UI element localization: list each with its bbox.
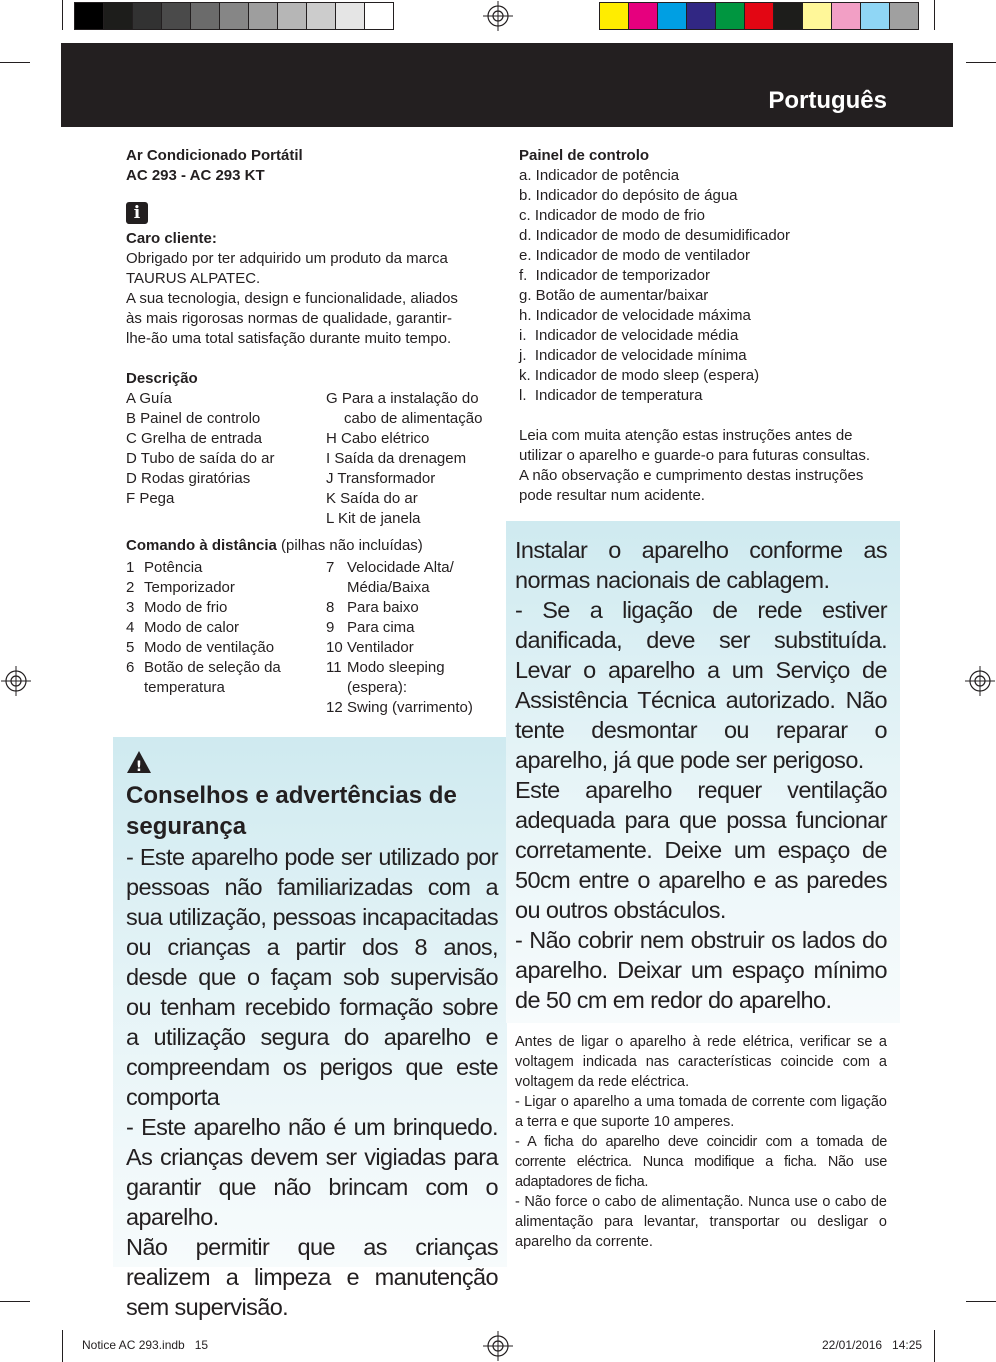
- crop-mark: [62, 1330, 63, 1362]
- electrical-paragraph: - Não force o cabo de alimentação. Nunca use o cabo de alimentação para levantar, transportar ou desligar o aparelho da corrente.: [515, 1194, 887, 1250]
- list-item: 8 Para baixo: [326, 599, 419, 616]
- install-paragraph: - Não cobrir nem obstruir os lados do aparelho. Deixar um espaço mínimo de 50 cm em redor do aparelho.: [515, 927, 887, 1013]
- color-swatch: [628, 2, 658, 30]
- crop-mark: [934, 1330, 935, 1362]
- color-swatch: [161, 2, 191, 30]
- list-item: c. Indicador de modo de frio: [519, 207, 705, 224]
- color-swatch: [335, 2, 365, 30]
- footer-date: 22/01/2016 14:25: [822, 1338, 923, 1352]
- list-item: b. Indicador do depósito de água: [519, 187, 738, 204]
- description-list-left: [126, 389, 326, 509]
- color-swatch: [599, 2, 629, 30]
- info-icon: i: [126, 202, 148, 224]
- list-item: 11 Modo sleeping: [326, 659, 445, 676]
- install-paragraph: Instalar o aparelho conforme as normas nacionais de cablagem.: [515, 537, 887, 593]
- intro-greeting: Caro cliente:: [126, 230, 217, 247]
- list-item: g. Botão de aumentar/baixar: [519, 287, 709, 304]
- crop-mark: [0, 62, 30, 63]
- color-swatch: [364, 2, 394, 30]
- list-item: D Tubo de saída do ar: [126, 450, 275, 467]
- color-swatch: [831, 2, 861, 30]
- electrical-paragraph: Antes de ligar o aparelho à rede elétrica, verificar se a voltagem indicada nas características coincide com a voltagem da rede eléctrica.: [515, 1034, 887, 1090]
- color-swatch: [74, 2, 104, 30]
- color-swatch: [219, 2, 249, 30]
- list-item: 7 Velocidade Alta/: [326, 559, 454, 576]
- install-paragraph: - Se a ligação de rede estiver danificada, deve ser substituída. Levar o aparelho a um Serviço de Assistência Técnica autorizado. Não tente desmontar ou reparar o aparelho, já que pode ser perigoso.: [515, 597, 887, 773]
- description-list-right: [326, 389, 506, 529]
- warning-icon: [126, 750, 152, 774]
- product-model: AC 293 - AC 293 KT: [126, 167, 265, 184]
- intro-line: A sua tecnologia, design e funcionalidade, aliados: [126, 290, 458, 307]
- registration-mark-icon: [965, 666, 995, 696]
- list-item: Média/Baixa: [347, 579, 430, 596]
- control-panel-title: Painel de controlo: [519, 147, 650, 164]
- install-section: [515, 535, 887, 1015]
- safety-section: [126, 780, 498, 1322]
- intro-line: lhe-ão uma total satisfação durante muito tempo.: [126, 330, 452, 347]
- electrical-paragraph: - A ficha do aparelho deve coincidir com a tomada de corrente eléctrica. Nunca modifique a ficha. Não use adaptadores de ficha.: [515, 1134, 887, 1190]
- svg-text:!: !: [135, 759, 143, 774]
- list-item: 12 Swing (varrimento): [326, 699, 473, 716]
- color-swatch: [248, 2, 278, 30]
- registration-mark-icon: [483, 1331, 513, 1361]
- list-item: K Saída do ar: [326, 490, 418, 507]
- crop-mark: [0, 1301, 30, 1302]
- list-item: A Guía: [126, 390, 172, 407]
- remote-list-right: [326, 558, 506, 718]
- color-swatch: [657, 2, 687, 30]
- remote-title: Comando à distância: [126, 537, 277, 554]
- list-item: h. Indicador de velocidade máxima: [519, 307, 751, 324]
- color-swatch: [132, 2, 162, 30]
- intro-section: [126, 229, 501, 349]
- safety-paragraph: Não permitir que as crianças realizem a limpeza e manutenção sem supervisão.: [126, 1234, 498, 1320]
- crop-mark: [966, 1301, 996, 1302]
- list-item: H Cabo elétrico: [326, 430, 430, 447]
- registration-mark-icon: [483, 1, 513, 31]
- list-item: J Transformador: [326, 470, 436, 487]
- remote-note: (pilhas não incluídas): [276, 537, 423, 554]
- list-item: 1 Potência: [126, 559, 203, 576]
- color-swatch: [686, 2, 716, 30]
- list-item: 9 Para cima: [326, 619, 415, 636]
- list-item: cabo de alimentação: [344, 410, 483, 427]
- electrical-section: [515, 1032, 887, 1252]
- list-item: k. Indicador de modo sleep (espera): [519, 367, 760, 384]
- color-swatch: [715, 2, 745, 30]
- color-swatch: [277, 2, 307, 30]
- language-title: Português: [768, 87, 887, 114]
- remote-heading: [126, 536, 423, 556]
- color-swatch: [103, 2, 133, 30]
- control-panel-section: [519, 146, 879, 506]
- safety-paragraph: - Este aparelho não é um brinquedo. As crianças devem ser vigiadas para garantir que não brincam com o aparelho.: [126, 1114, 498, 1230]
- list-item: 2 Temporizador: [126, 579, 235, 596]
- list-item: e. Indicador de modo de ventilador: [519, 247, 750, 264]
- color-swatch: [190, 2, 220, 30]
- list-item: 4 Modo de calor: [126, 619, 240, 636]
- list-item: i. Indicador de velocidade média: [519, 327, 739, 344]
- safety-title: Conselhos e advertências de segurança: [126, 782, 457, 840]
- list-item: 5 Modo de ventilação: [126, 639, 275, 656]
- list-item: D Rodas giratórias: [126, 470, 251, 487]
- footer-file-name: Notice AC 293.indb 15: [82, 1338, 209, 1352]
- list-item: I Saída da drenagem: [326, 450, 467, 467]
- reading-note: Leia com muita atenção estas instruções antes de utilizar o aparelho e guarde-o para futuras consultas. A não observação e cumprimento destas instruções pode resultar num acidente.: [519, 427, 871, 504]
- list-item: 3 Modo de frio: [126, 599, 228, 616]
- color-swatch: [889, 2, 919, 30]
- description-title: Descrição: [126, 370, 198, 387]
- list-item: (espera):: [347, 679, 408, 696]
- color-swatch: [860, 2, 890, 30]
- crop-mark: [62, 0, 63, 30]
- list-item: j. Indicador de velocidade mínima: [519, 347, 747, 364]
- list-item: f. Indicador de temporizador: [519, 267, 710, 284]
- color-swatch: [802, 2, 832, 30]
- color-swatch: [773, 2, 803, 30]
- install-paragraph: Este aparelho requer ventilação adequada para que possa funcionar corretamente. Deixe um espaço de 50cm entre o aparelho e as paredes ou outros obstáculos.: [515, 777, 887, 923]
- list-item: C Grelha de entrada: [126, 430, 262, 447]
- intro-line: às mais rigorosas normas de qualidade, garantir-: [126, 310, 452, 327]
- list-item: 6 Botão de seleção da: [126, 659, 281, 676]
- intro-line: Obrigado por ter adquirido um produto da marca: [126, 250, 448, 267]
- intro-line: TAURUS ALPATEC.: [126, 270, 261, 287]
- crop-mark: [966, 62, 996, 63]
- remote-list-left: [126, 558, 321, 698]
- list-item: B Painel de controlo: [126, 410, 261, 427]
- color-swatch: [744, 2, 774, 30]
- list-item: a. Indicador de potência: [519, 167, 680, 184]
- list-item: G Para a instalação do: [326, 390, 479, 407]
- electrical-paragraph: - Ligar o aparelho a uma tomada de corrente com ligação a terra e que suporte 10 amperes.: [515, 1094, 887, 1130]
- registration-mark-icon: [1, 666, 31, 696]
- list-item: l. Indicador de temperatura: [519, 387, 703, 404]
- safety-paragraph: - Este aparelho pode ser utilizado por pessoas não familiarizadas com a sua utilização, pessoas incapacitadas ou crianças a partir dos 8 anos, desde que o façam sob supervisão ou tenham recebido formação sobre a utilização segura do aparelho e compreendam os perigos que este comporta: [126, 844, 498, 1110]
- list-item: L Kit de janela: [326, 510, 421, 527]
- color-swatch: [306, 2, 336, 30]
- page-header: [61, 43, 953, 127]
- list-item: 10 Ventilador: [326, 639, 414, 656]
- list-item: d. Indicador de modo de desumidificador: [519, 227, 790, 244]
- crop-mark: [934, 0, 935, 30]
- list-item: temperatura: [144, 679, 225, 696]
- list-item: F Pega: [126, 490, 175, 507]
- product-name: Ar Condicionado Portátil: [126, 147, 303, 164]
